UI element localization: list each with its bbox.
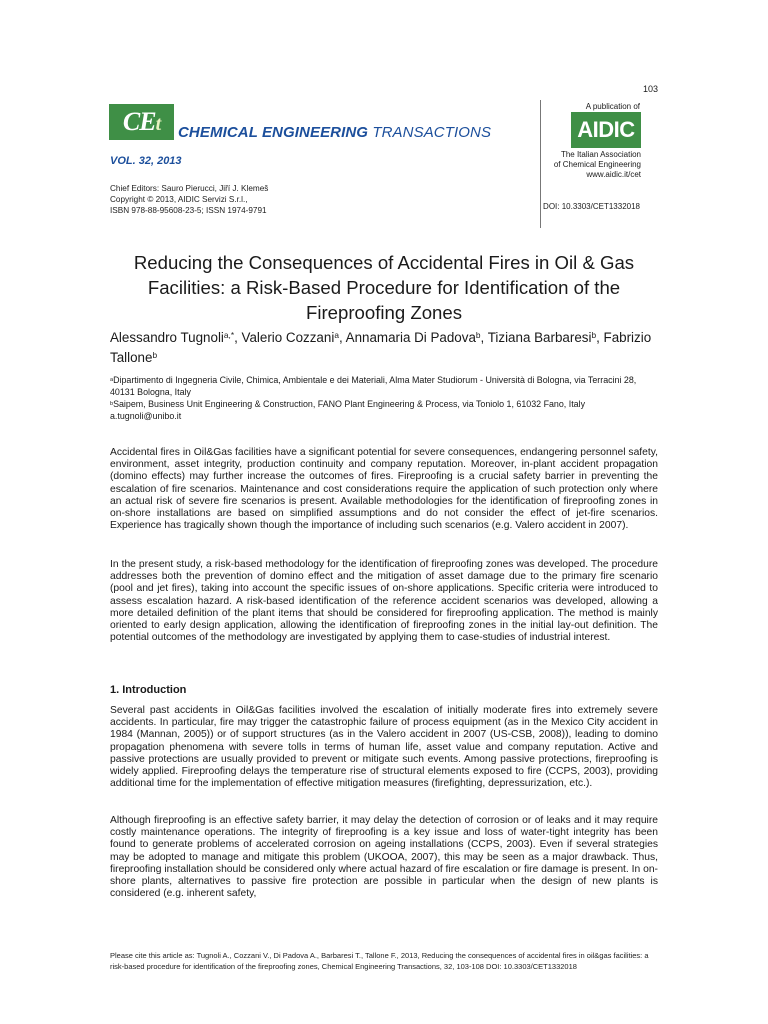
author-name: Alessandro Tugnoli <box>110 330 224 345</box>
author-separator: , <box>338 330 346 345</box>
aidic-logo: AIDIC <box>571 112 641 148</box>
author-list <box>110 328 670 368</box>
affiliation-b <box>110 398 660 410</box>
doi-label: DOI: 10.3303/CET1332018 <box>543 202 640 211</box>
journal-name-light: TRANSACTIONS <box>372 124 492 141</box>
article-title: Reducing the Consequences of Accidental Fires in Oil & Gas Facilities: a Risk-Based Procedure for Identification of the Fireproofing Zones <box>133 252 635 323</box>
aidic-description <box>554 150 641 180</box>
publication-of-label: A publication of <box>585 102 640 111</box>
intro-paragraph: Several past accidents in Oil&Gas facilities involved the escalation of initially moderate fires into extremely severe accidents. In particular, fire may trigger the catastrophic failure of process equipment (as in the Mexico City accident in 1984 (Mannan, 2005)) or of support structures (as in the Valero accident in 2007 (US-CSB, 2008)), leading to domino propagation phenomena with severe tolls in terms of human life, asset value and company reputation. Active and passive protections are usually provided to prevent or mitigate such events. Among passive protections, fireproofing is widely applied. Fireproofing delays the temperature rise of structural elements exposed to fire (CCPS, 2003), providing additional time for the implementation of effective mitigation measures (firefighting, depressurization, etc.). <box>110 705 658 790</box>
journal-name-bold: CHEMICAL ENGINEERING <box>178 124 369 141</box>
author-affiliation-mark: b <box>475 330 481 341</box>
author-name: Tiziana Barbaresi <box>487 330 592 345</box>
copyright-line: Copyright © 2013, AIDIC Servizi S.r.l., <box>110 195 248 204</box>
aidic-desc-line: The Italian Association <box>560 150 641 159</box>
cet-logo-text-t: t <box>155 113 161 135</box>
author-affiliation-mark: b <box>591 330 597 341</box>
author-name: Valerio Cozzani <box>241 330 335 345</box>
author-separator: , <box>480 330 488 345</box>
abstract-paragraph: Accidental fires in Oil&Gas facilities have a significant potential for severe consequences, endangering personnel safety, environment, asset integrity, production continuity and company reputation. Moreover, in-plant accident propagation (domino effects) may further increase the outcomes of fires. Fireproofing is a crucial safety barrier in preventing the escalation of fire scenarios. Maintenance and cost considerations require the application of such protection only where an actual risk of severe fire scenarios is present. Available methodologies for the identification of fireproofing zones in on-shore installations are based on simplified assumptions and do not consider the effect of jet-fire scenarios. Experience has tragically shown though the importance of including such scenarios (e.g. Valero accident in 2007). <box>110 447 658 532</box>
affiliation-text: Dipartimento di Ingegneria Civile, Chimica, Ambientale e dei Materiali, Alma Mater Studiorum - Università di Bologna, via Terracini 28, 40131 Bologna, Italy <box>110 375 637 397</box>
author-affiliation-mark: b <box>152 350 158 361</box>
author-affiliation-mark: a <box>334 330 339 341</box>
abstract-paragraph: In the present study, a risk-based methodology for the identification of fireproofing zones was developed. The procedure addresses both the prevention of domino effect and the mitigation of asset damage due to the primary fire scenario (pool and jet fires), taking into account the specific issues of on-shore applications. Specific criteria were introduced to assess escalation hazard. A risk-based identification of the reference accident scenarios was developed, allowing a more detailed definition of the plant items that should be considered for fireproofing application. The method is mainly oriented to early design application, allowing the identification of fireproofing zones in the initial lay-out definition. The potential outcomes of the methodology are investigated by applying them to case-studies of industrial interest. <box>110 559 658 644</box>
author-name: Fabrizio Tallone <box>110 330 652 365</box>
aidic-url: www.aidic.it/cet <box>586 170 641 179</box>
affiliation-text: Saipem, Business Unit Engineering & Construction, FANO Plant Engineering & Process, via Toniolo 1, 61032 Fano, Italy <box>113 399 586 409</box>
citation-footer: Please cite this article as: Tugnoli A., Cozzani V., Di Padova A., Barbaresi T., Tallone F., 2013, Reducing the consequences of accidental fires in oil&gas facilities: a risk-based procedure for identification of the fireproofing zones, Chemical Engineering Transactions, 32, 103-108 DOI: 10.3303/CET1332018 <box>110 951 649 971</box>
author-name: Annamaria Di Padova <box>345 330 476 345</box>
intro-paragraph: Although fireproofing is an effective safety barrier, it may delay the detection of corrosion or of leaks and it may require costly maintenance operations. The integrity of fireproofing is a key issue and loss of water-tight integrity has been found to generate problems of accelerated corrosion on ageing installations (CCPS, 2003). Even if several strategies may be adopted to manage and mitigate this problem (UKOOA, 2007), this may be seen as a major drawback. Thus, fireproofing installation should be considered only where actual hazard of fire escalation or fire damage is present. In on-shore plants, alternatives to passive fire protection are possible in particular when the design of new plants is considered (e.g. inherent safety, <box>110 815 658 900</box>
affiliations <box>110 374 660 422</box>
affiliation-a <box>110 374 660 398</box>
isbn-line: ISBN 978-88-95608-23-5; ISSN 1974-9791 <box>110 206 267 215</box>
page-number: 103 <box>642 84 658 94</box>
author-affiliation-mark: a,* <box>223 330 235 341</box>
author-separator: , <box>596 330 604 345</box>
header-divider <box>540 100 541 228</box>
affiliation-mark: a <box>110 376 114 383</box>
section-heading: 1. Introduction <box>110 684 187 696</box>
editors-block <box>110 183 268 216</box>
journal-name <box>178 124 491 141</box>
editors-line: Chief Editors: Sauro Pierucci, Jiří J. Klemeš <box>110 184 269 193</box>
affiliation-mark: b <box>110 400 114 407</box>
corresponding-email[interactable]: a.tugnoli@unibo.it <box>110 411 182 421</box>
author-separator: , <box>234 330 242 345</box>
aidic-desc-line: of Chemical Engineering <box>553 160 641 169</box>
volume-label: VOL. 32, 2013 <box>110 155 182 167</box>
cet-logo-text: CE <box>122 107 156 136</box>
cet-logo <box>109 104 174 140</box>
